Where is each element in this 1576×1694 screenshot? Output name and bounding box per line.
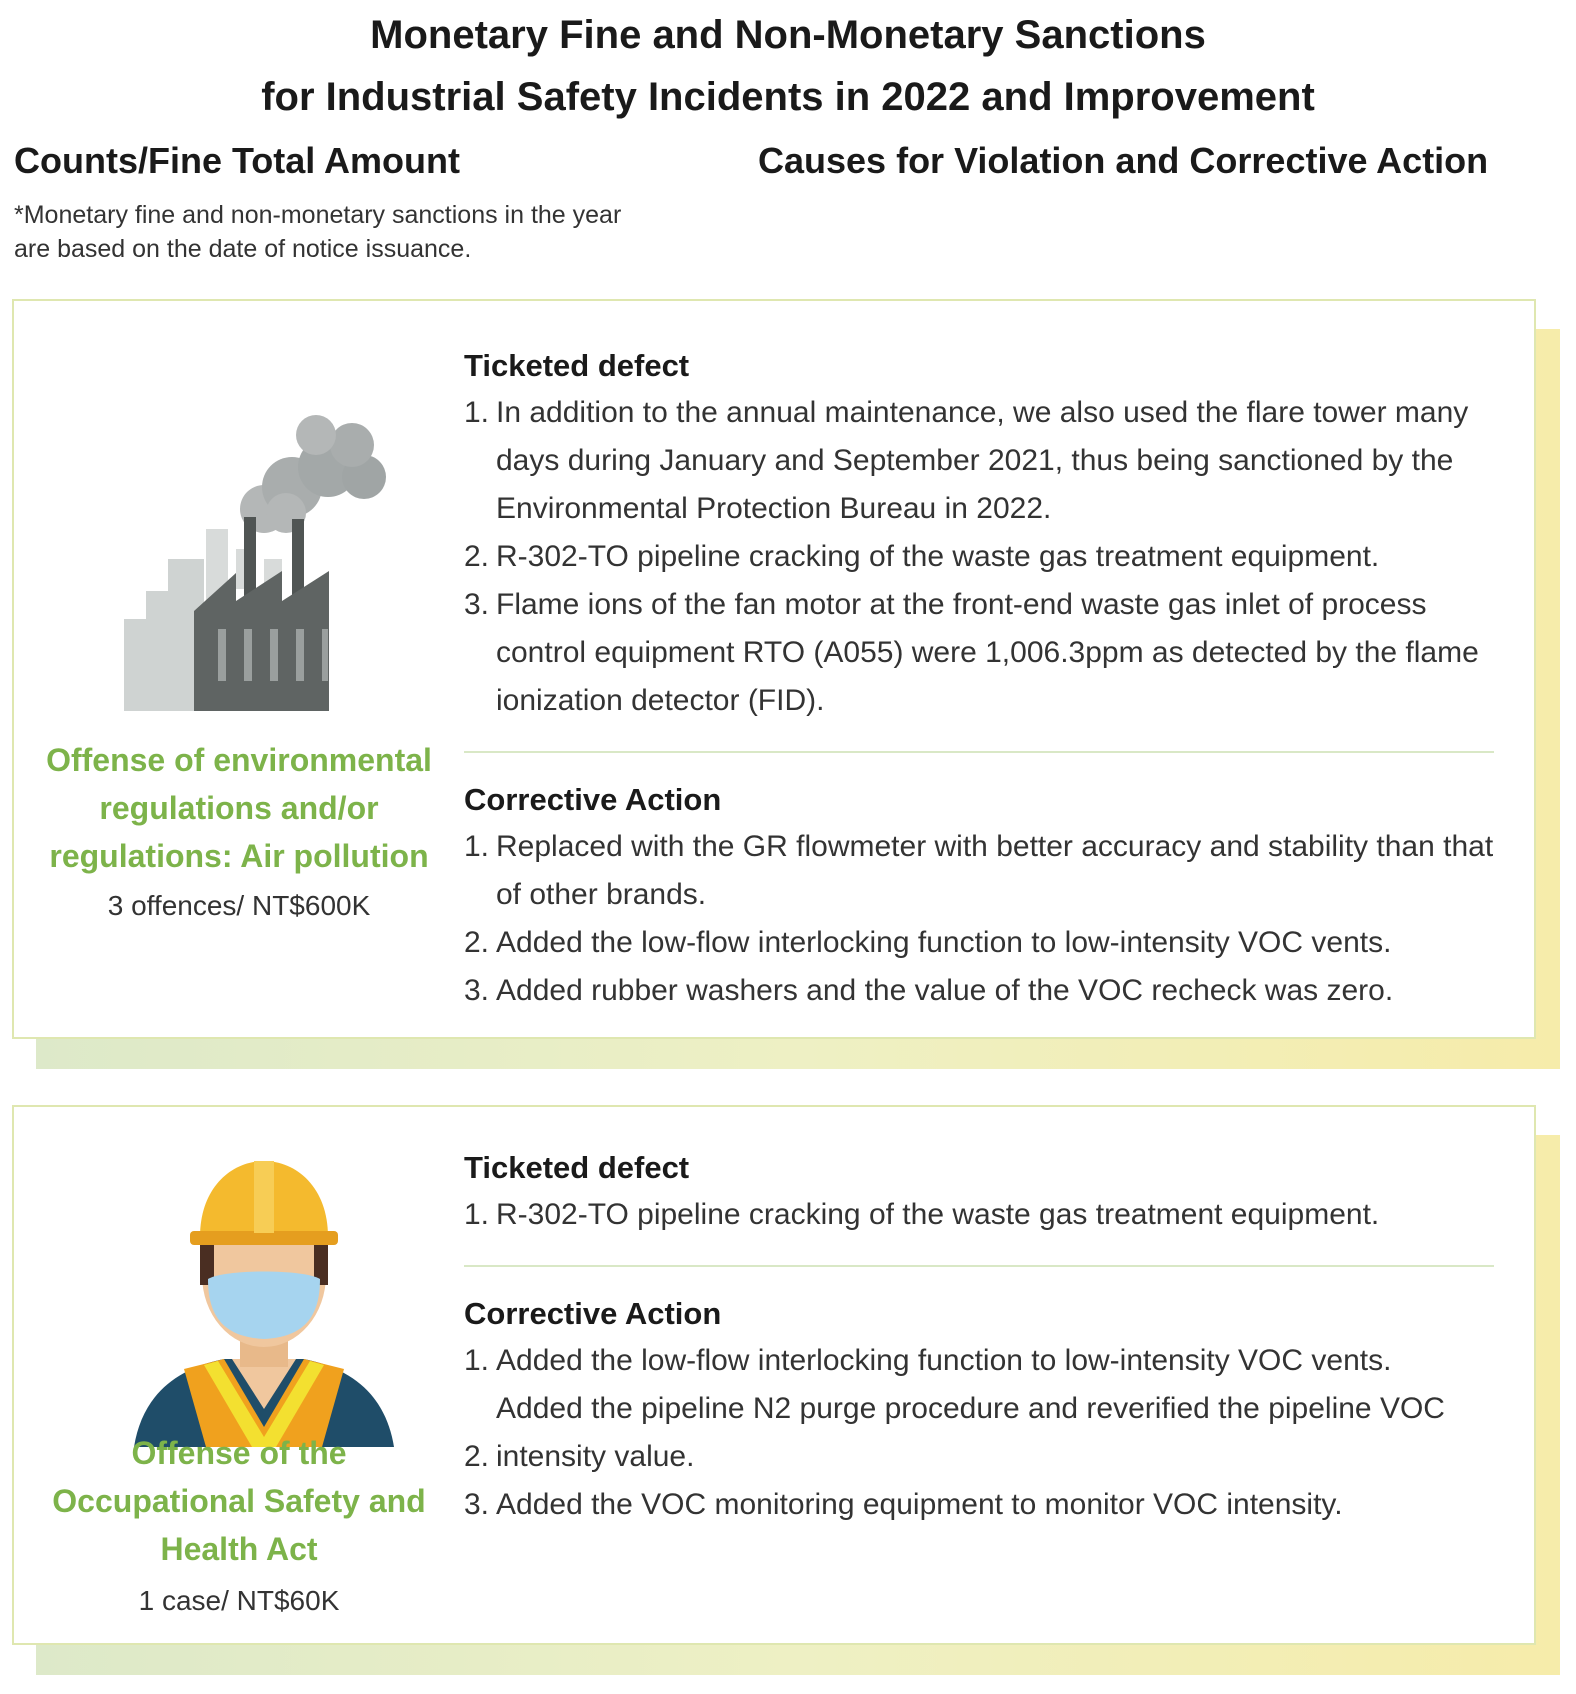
footnote: *Monetary fine and non-monetary sanctions in the year are based on the date of notice issuance.: [14, 201, 622, 263]
ticketed-defect-heading: Ticketed defect: [464, 348, 690, 383]
sanction-card-air-pollution: [12, 299, 1560, 1069]
page-title: [0, 4, 1576, 128]
section-divider: [464, 1265, 1494, 1267]
corrective-action-heading: Corrective Action: [464, 782, 722, 817]
title-line-2: for Industrial Safety Incidents in 2022 and Improvement: [261, 75, 1315, 119]
list-item: 3. Added the VOC monitoring equipment to monitor VOC intensity.: [464, 1488, 1343, 1521]
offense-title: Offense of the Occupational Safety and Health Act: [52, 1435, 426, 1567]
card-body: [12, 299, 1536, 1039]
right-column-heading: Causes for Violation and Corrective Action: [758, 140, 1489, 181]
sanction-card-occupational-safety: [12, 1105, 1560, 1675]
offense-count: 3 offences/ NT$600K: [107, 890, 371, 921]
offense-count: 1 case/ NT$60K: [138, 1585, 340, 1616]
ticketed-defect-heading: Ticketed defect: [464, 1150, 690, 1185]
factory-icon: [114, 401, 414, 726]
offense-summary: [14, 1429, 464, 1617]
list-item: 3. Flame ions of the fan motor at the front-end waste gas inlet of process control equipment RTO (A055) were 1,006.3ppm as detected by the flame ionization detector (FID).: [464, 588, 1479, 717]
violation-details: [464, 343, 1494, 1015]
corrective-action-list: [464, 823, 1494, 1015]
card-body: [12, 1105, 1536, 1645]
corrective-action-heading: Corrective Action: [464, 1296, 722, 1331]
section-divider: [464, 751, 1494, 753]
list-item: 2. Added the low-flow interlocking function to low-intensity VOC vents.: [464, 926, 1392, 959]
violation-details: [464, 1145, 1494, 1529]
offense-title: Offense of environmental regulations and/or regulations: Air pollution: [46, 742, 432, 874]
offense-summary: [14, 736, 464, 922]
left-column-heading: Counts/Fine Total Amount: [14, 140, 460, 181]
title-line-1: Monetary Fine and Non-Monetary Sanctions: [370, 13, 1206, 57]
list-item: Added the pipeline N2 purge procedure and reverified the pipeline VOC: [496, 1392, 1445, 1425]
list-item: 2. R-302-TO pipeline cracking of the waste gas treatment equipment.: [464, 540, 1380, 573]
list-item: 1. Added the low-flow interlocking function to low-intensity VOC vents.: [464, 1344, 1392, 1377]
worker-icon: [114, 1147, 414, 1452]
list-item: 1. R-302-TO pipeline cracking of the waste gas treatment equipment.: [464, 1198, 1380, 1231]
corrective-action-list: [464, 1337, 1494, 1529]
ticketed-defect-list: [464, 389, 1494, 725]
list-item: 2. intensity value.: [464, 1440, 695, 1473]
list-item: 1. In addition to the annual maintenance, we also used the flare tower many days during January and September 2021, thus being sanctioned by the Environmental Protection Bureau in 2022.: [464, 396, 1469, 525]
list-item: 1. Replaced with the GR flowmeter with better accuracy and stability than that of other brands.: [464, 830, 1494, 911]
ticketed-defect-list: [464, 1191, 1494, 1239]
list-item: 3. Added rubber washers and the value of the VOC recheck was zero.: [464, 974, 1394, 1007]
